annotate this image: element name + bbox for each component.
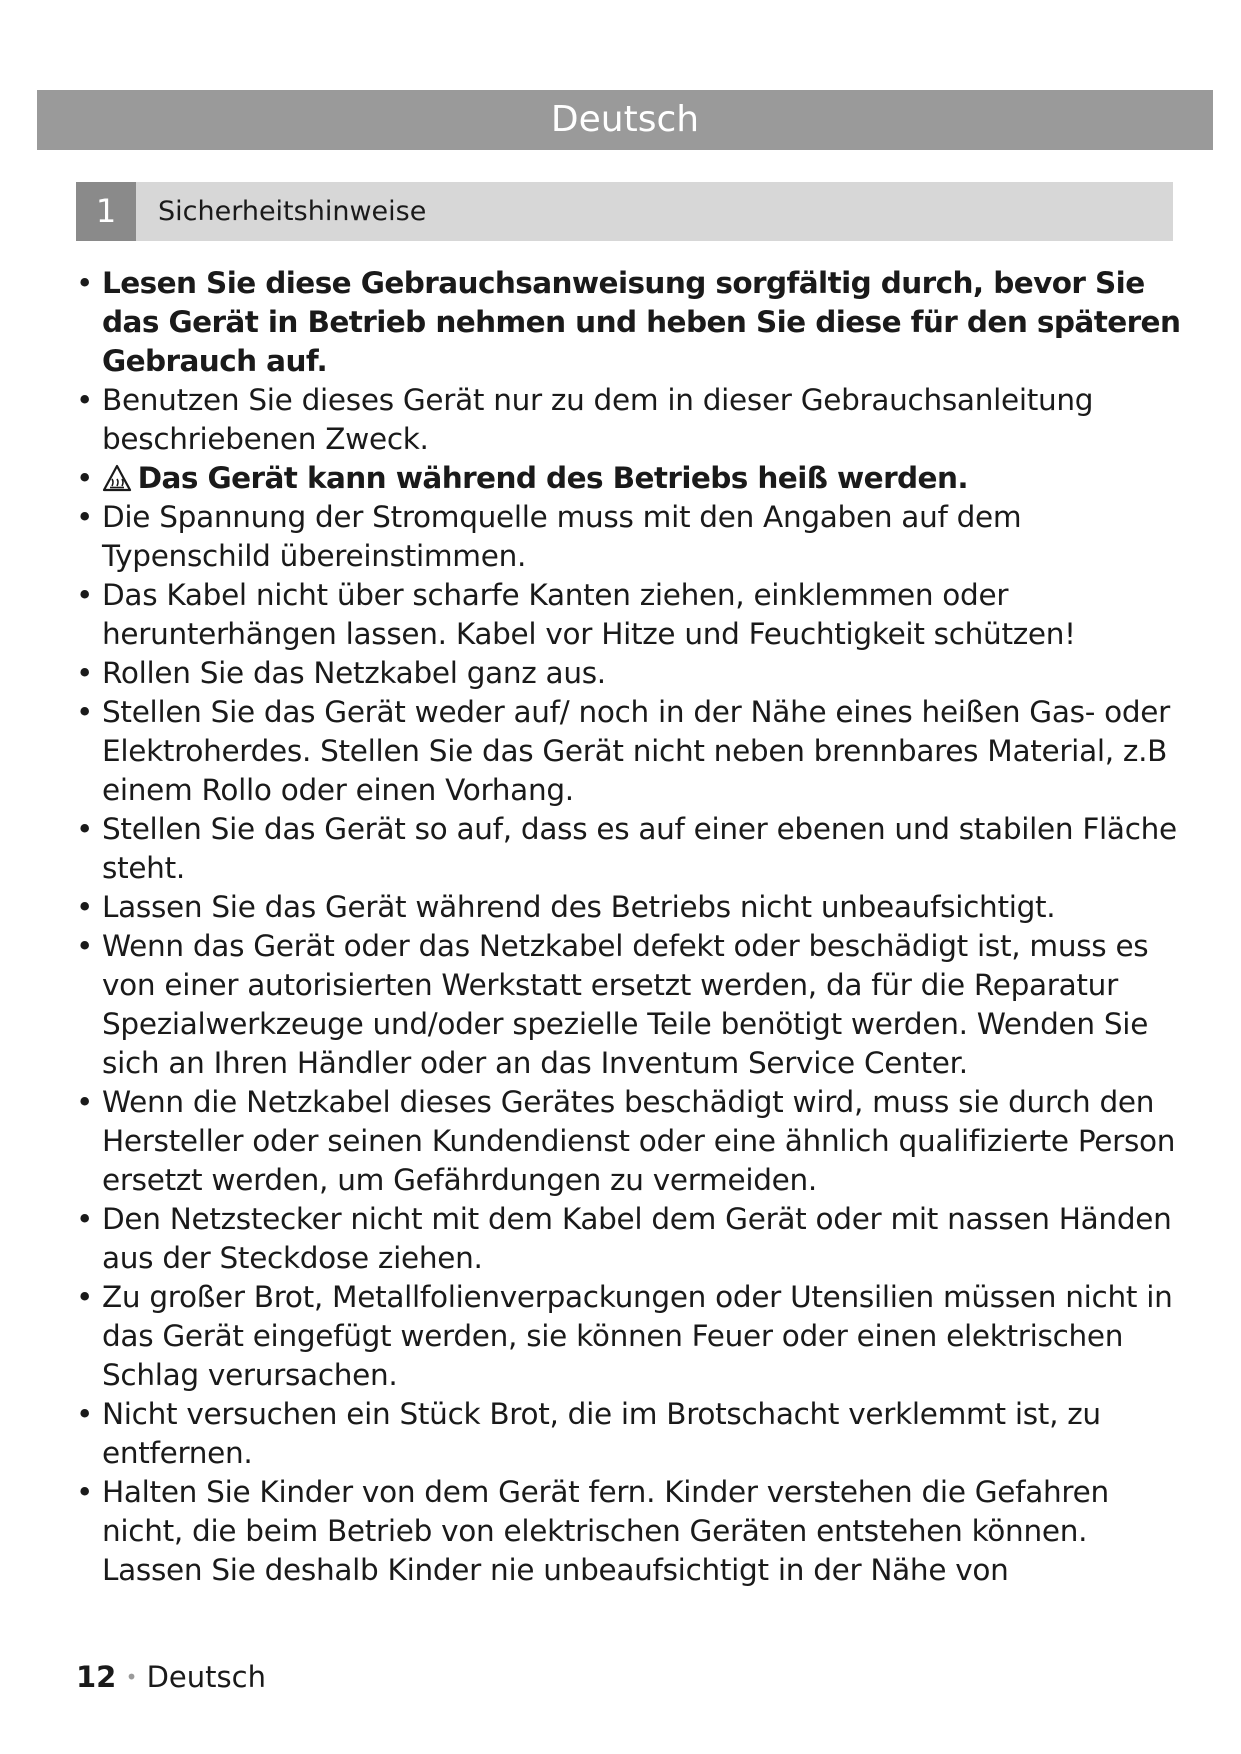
section-header xyxy=(76,182,1173,241)
bullet: • xyxy=(76,656,94,690)
list-item xyxy=(76,1473,1186,1590)
list-item-text: Den Netzstecker nicht mit dem Kabel dem Gerät oder mit nassen Händen aus der Steckdose ziehen. xyxy=(102,1202,1172,1275)
bullet: • xyxy=(76,812,94,846)
footer-language: Deutsch xyxy=(146,1660,266,1694)
list-item-text: Rollen Sie das Netzkabel ganz aus. xyxy=(102,656,606,690)
bullet: • xyxy=(76,890,94,924)
page-footer xyxy=(76,1657,266,1697)
bullet: • xyxy=(76,695,94,729)
list-item xyxy=(76,1395,1186,1473)
list-item-text: Die Spannung der Stromquelle muss mit den Angaben auf dem Typenschild übereinstimmen. xyxy=(102,500,1022,573)
list-item xyxy=(76,927,1186,1083)
section-title: Sicherheitshinweise xyxy=(158,196,427,227)
list-item-text: Zu großer Brot, Metallfolienverpackungen oder Utensilien müssen nicht in das Gerät eingefügt werden, sie können Feuer oder einen elektrischen Schlag verursachen. xyxy=(102,1280,1173,1392)
bullet: • xyxy=(76,500,94,534)
bullet: • xyxy=(76,1397,94,1431)
list-item xyxy=(76,459,1186,498)
bullet: • xyxy=(76,1085,94,1119)
list-item xyxy=(76,498,1186,576)
bullet: • xyxy=(76,929,94,963)
list-item xyxy=(76,1083,1186,1200)
list-item-text: Stellen Sie das Gerät so auf, dass es auf einer ebenen und stabilen Fläche steht. xyxy=(102,812,1177,885)
list-item-text: Stellen Sie das Gerät weder auf/ noch in der Nähe eines heißen Gas- oder Elektroherdes. Stellen Sie das Gerät nicht neben brennbares Material, z.B einem Rollo oder einen Vorhang. xyxy=(102,695,1170,807)
list-item-text: Lassen Sie das Gerät während des Betriebs nicht unbeaufsichtigt. xyxy=(102,890,1056,924)
list-item-text: Benutzen Sie dieses Gerät nur zu dem in dieser Gebrauchsanleitung beschriebenen Zweck. xyxy=(102,383,1094,456)
list-item-text: Das Kabel nicht über scharfe Kanten ziehen, einklemmen oder herunterhängen lassen. Kabel vor Hitze und Feuchtigkeit schützen! xyxy=(102,578,1076,651)
bullet: • xyxy=(76,1475,94,1509)
list-item xyxy=(76,654,1186,693)
bullet: • xyxy=(76,266,93,300)
safety-instructions-list xyxy=(76,264,1186,1590)
list-item xyxy=(76,810,1186,888)
list-item xyxy=(76,1278,1186,1395)
list-item xyxy=(76,381,1186,459)
list-item-text: Wenn die Netzkabel dieses Gerätes beschädigt wird, muss sie durch den Hersteller oder seinen Kundendienst oder eine ähnlich qualifizierte Person ersetzt werden, um Gefährdungen zu vermeiden. xyxy=(102,1085,1176,1197)
language-header: Deutsch xyxy=(37,90,1213,150)
list-item-text: Lesen Sie diese Gebrauchsanweisung sorgfältig durch, bevor Sie das Gerät in Betrieb nehmen und heben Sie diese für den späteren Gebrauch auf. xyxy=(102,266,1181,378)
list-item-text: Wenn das Gerät oder das Netzkabel defekt oder beschädigt ist, muss es von einer autorisierten Werkstatt ersetzt werden, da für die Reparatur Spezialwerkzeuge und/oder spezielle Teile benötigt werden. Wenden Sie sich an Ihren Händler oder an das Inventum Service Center. xyxy=(102,929,1149,1080)
bullet: • xyxy=(76,1280,94,1314)
footer-separator: • xyxy=(125,1665,138,1689)
bullet: • xyxy=(76,578,94,612)
section-number: 1 xyxy=(76,182,136,241)
list-item xyxy=(76,888,1186,927)
list-item xyxy=(76,576,1186,654)
list-item xyxy=(76,264,1186,381)
hot-surface-warning-icon xyxy=(102,464,132,492)
list-item xyxy=(76,693,1186,810)
bullet: • xyxy=(76,461,93,495)
list-item-text: Halten Sie Kinder von dem Gerät fern. Kinder verstehen die Gefahren nicht, die beim Betrieb von elektrischen Geräten entstehen können. Lassen Sie deshalb Kinder nie unbeaufsichtigt in der Nähe von xyxy=(102,1475,1109,1587)
list-item-text: Nicht versuchen ein Stück Brot, die im Brotschacht verklemmt ist, zu entfernen. xyxy=(102,1397,1101,1470)
bullet: • xyxy=(76,1202,94,1236)
list-item xyxy=(76,1200,1186,1278)
list-item-text: Das Gerät kann während des Betriebs heiß werden. xyxy=(137,461,968,495)
page-number: 12 xyxy=(76,1660,117,1694)
bullet: • xyxy=(76,383,94,417)
